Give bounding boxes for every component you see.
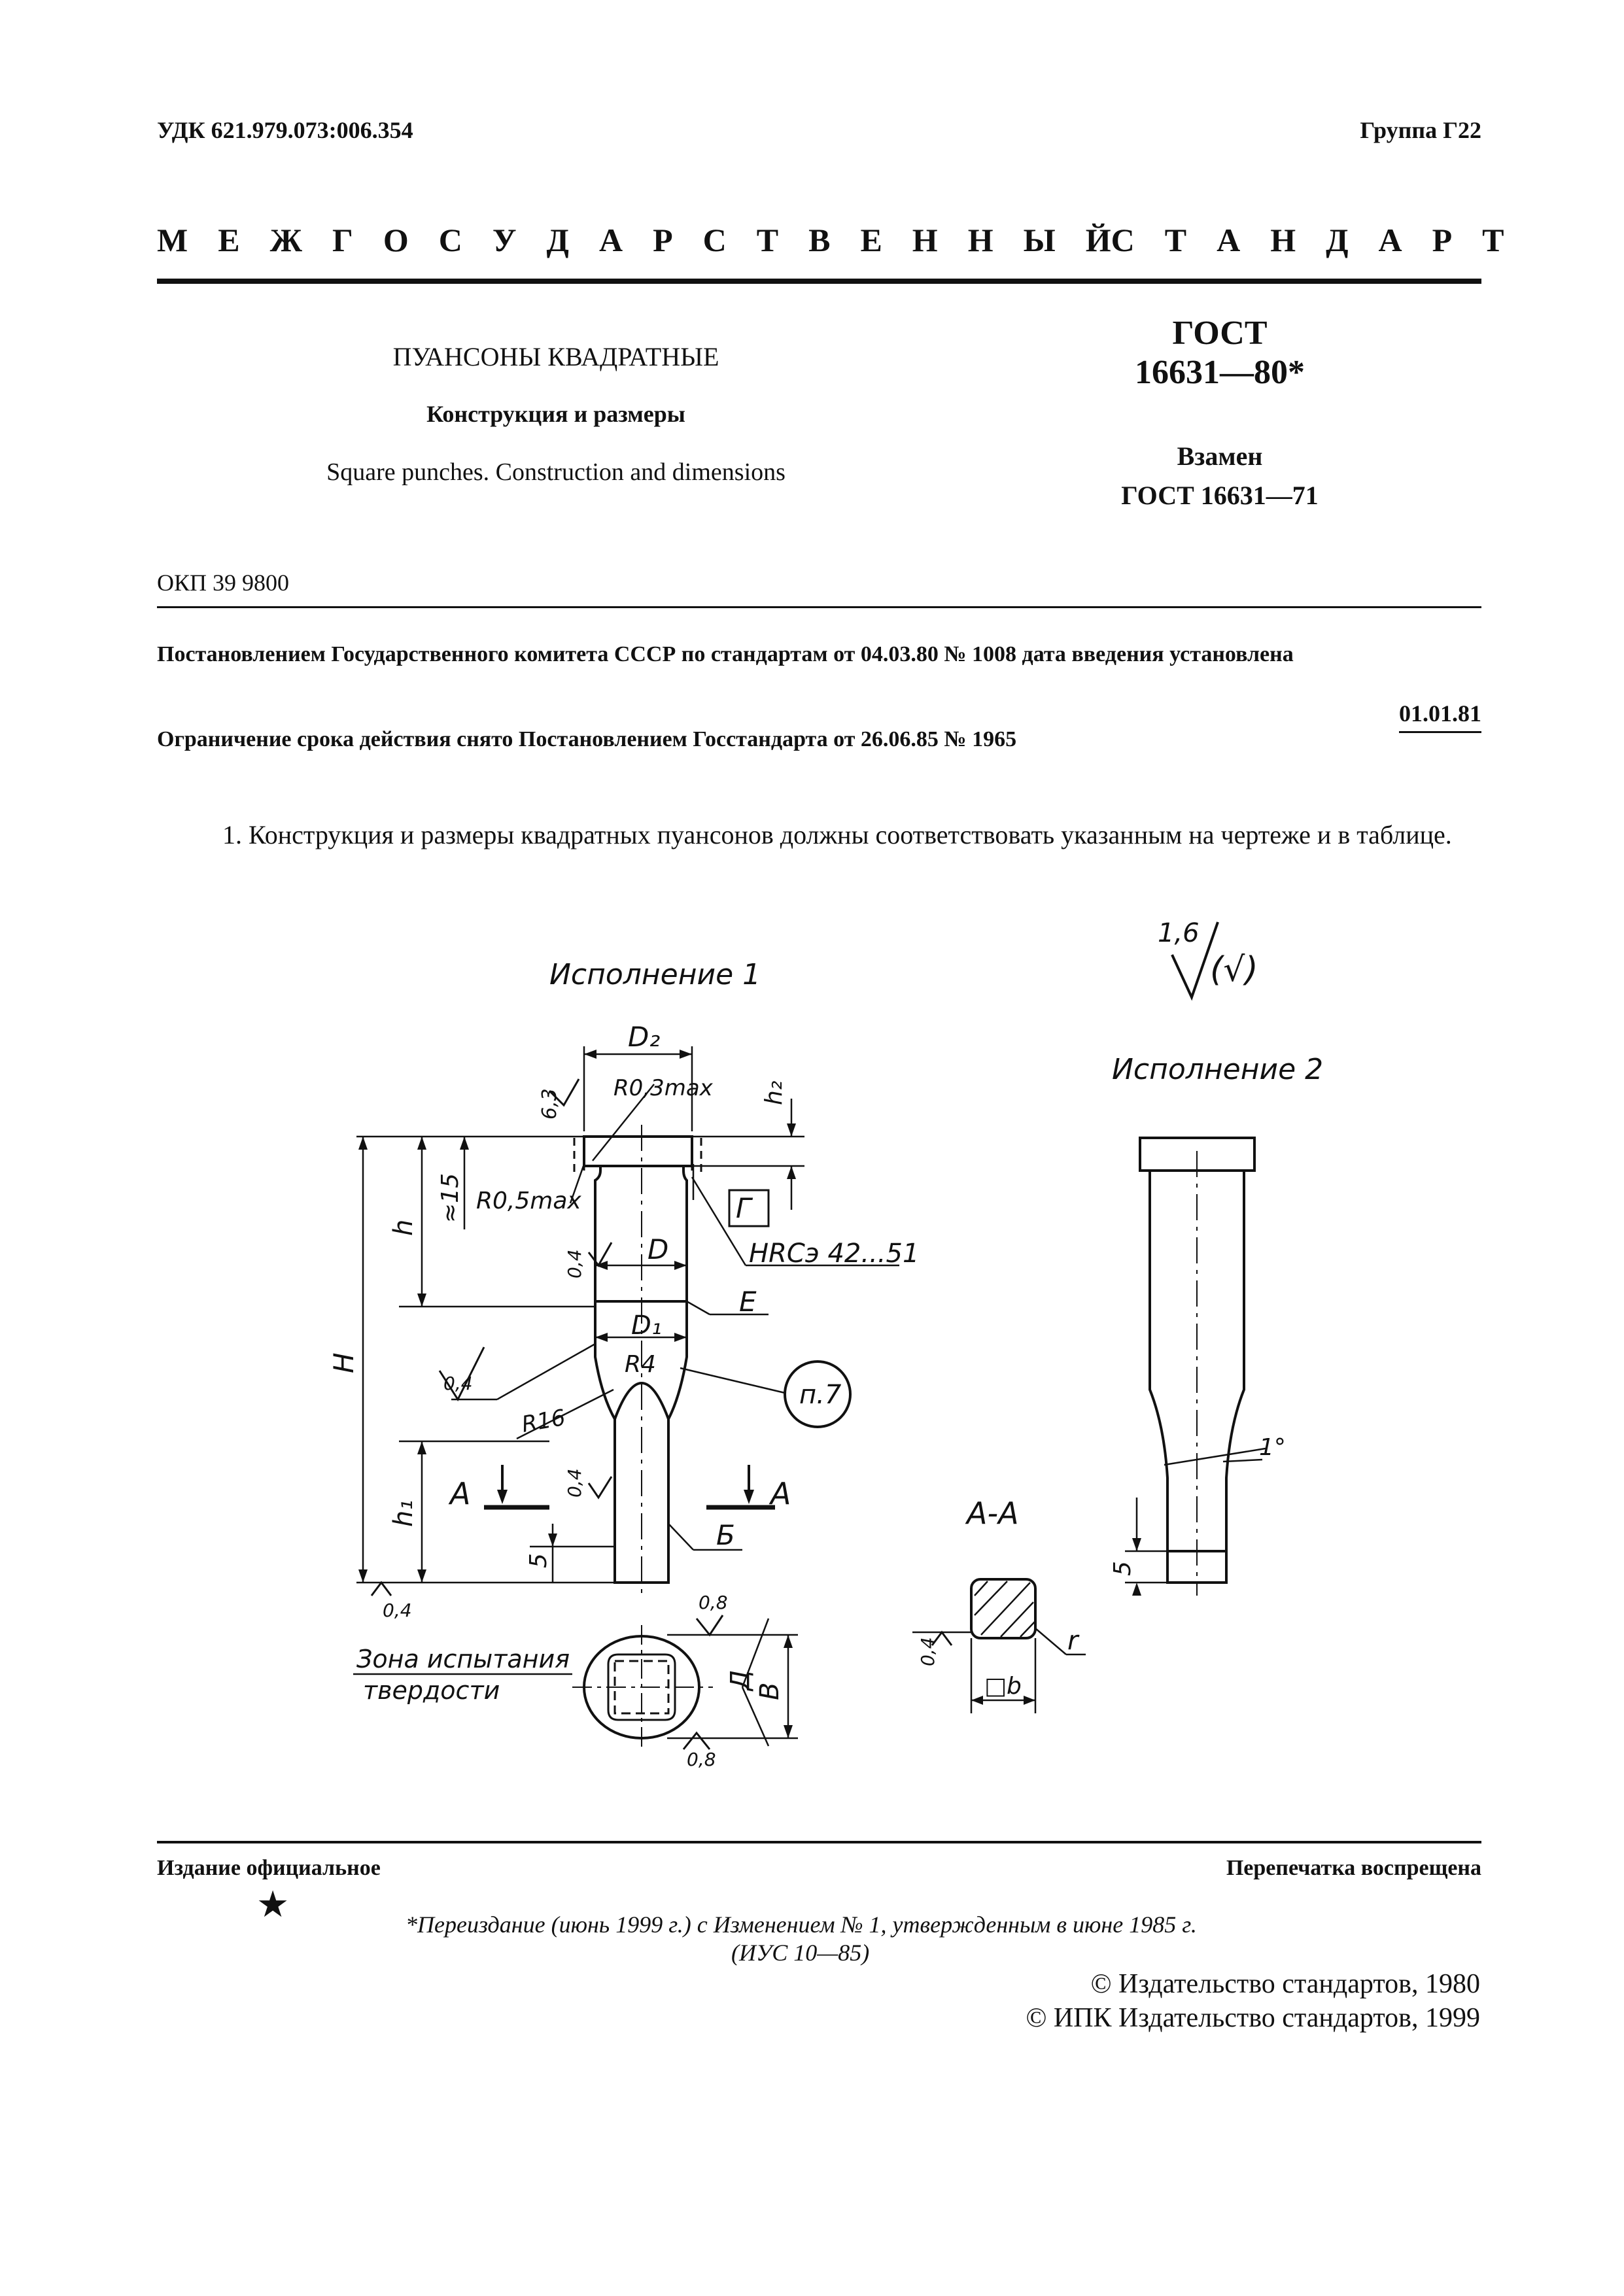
english-title: Square punches. Construction and dimensions — [326, 458, 786, 486]
roughness-0-4-e: 0,4 — [917, 1637, 939, 1666]
banner-letter: Е — [218, 222, 240, 258]
okp-code: ОКП 39 9800 — [157, 570, 290, 596]
hardness-spec: HRCэ 42...51 — [749, 1239, 920, 1269]
dim-r: r — [1067, 1626, 1079, 1656]
banner-letter: Г — [332, 222, 353, 258]
hardness-zone-line1: Зона испытания — [356, 1645, 570, 1673]
banner-letter: Н — [967, 222, 993, 258]
banner-letter: Д — [1326, 222, 1349, 258]
document-title: ПУАНСОНЫ КВАДРАТНЫЕ — [392, 342, 719, 371]
section-mark-right: A — [770, 1476, 791, 1511]
dim-D2: D₂ — [628, 1021, 661, 1053]
official-edition: Издание официальное — [157, 1856, 381, 1880]
general-roughness-paren: (√) — [1210, 950, 1258, 989]
dim-Dd: Д — [725, 1670, 755, 1690]
banner-letter: А — [598, 222, 623, 258]
roughness-0-4-c: 0,4 — [564, 1468, 585, 1498]
note-p7: п.7 — [799, 1380, 842, 1410]
banner-letter: М — [157, 222, 188, 258]
dim-H: H — [328, 1352, 360, 1373]
version-1-label: Исполнение 1 — [549, 958, 761, 991]
banner-letter: А — [1217, 222, 1241, 258]
version-2-label: Исполнение 2 — [1112, 1053, 1324, 1086]
dim-approx-15: ≈15 — [437, 1173, 464, 1223]
roughness-0-8-b: 0,8 — [687, 1749, 716, 1770]
document-subtitle: Конструкция и размеры — [426, 401, 685, 427]
section-AA-label: А-А — [967, 1496, 1019, 1531]
effective-date: 01.01.81 — [1399, 700, 1481, 733]
udc-code: УДК 621.979.073:006.354 — [157, 117, 413, 143]
gost-number: 16631—80* — [1135, 354, 1305, 391]
dim-Bv: В — [755, 1682, 785, 1700]
banner-letter: Н — [912, 222, 938, 258]
banner-letter: Р — [653, 222, 673, 258]
footer-rule — [157, 1841, 1481, 1843]
ius-reference: (ИУС 10—85) — [731, 1940, 870, 1966]
dim-R4: R4 — [625, 1351, 656, 1378]
dim-D1: D₁ — [631, 1311, 662, 1341]
dim-h2: h₂ — [761, 1080, 787, 1105]
banner-letter: А — [1378, 222, 1402, 258]
decree-text: Постановлением Государственного комитета СССР по стандартам от 04.03.80 № 1008 дата введения установлена — [157, 642, 1294, 666]
banner-letter: У — [492, 222, 517, 258]
reprint-prohibited: Перепечатка воспрещена — [1226, 1856, 1481, 1880]
dim-h1: h₁ — [389, 1499, 419, 1527]
label-E: E — [739, 1286, 757, 1318]
group-code: Группа Г22 — [1360, 117, 1481, 143]
limitation-text: Ограничение срока действия снято Постановлением Госстандарта от 26.06.85 № 1965 — [157, 727, 1017, 751]
star-mark: ★ — [256, 1885, 290, 1925]
copyright-1980: © Издательство стандартов, 1980 — [1090, 1969, 1480, 1999]
dim-R03max: R0,3max — [613, 1075, 713, 1101]
hardness-zone-line2: твердости — [363, 1676, 500, 1705]
banner-letter: Й — [1085, 222, 1111, 258]
label-G: Г — [736, 1192, 752, 1224]
roughness-6-3: 6,3 — [538, 1088, 561, 1120]
dim-R05max: R0,5max — [476, 1188, 581, 1214]
section-mark-left: A — [450, 1476, 471, 1511]
banner-letter: С — [438, 222, 462, 258]
general-roughness-value: 1,6 — [1158, 918, 1200, 948]
banner-letter: С — [702, 222, 727, 258]
label-B: Б — [716, 1519, 735, 1551]
banner-letter: О — [383, 222, 409, 258]
banner-letter: Ы — [1023, 222, 1056, 258]
gost-label: ГОСТ — [1172, 315, 1268, 352]
roughness-0-4-a: 0,4 — [564, 1249, 585, 1278]
dim-D: D — [648, 1233, 669, 1265]
banner-letter: Т — [1482, 222, 1504, 258]
replaces-number: ГОСТ 16631—71 — [1121, 481, 1319, 510]
dim-R16: R16 — [519, 1404, 568, 1438]
replaces-label: Взамен — [1177, 441, 1263, 471]
banner-letter: Д — [546, 222, 569, 258]
copyright-1999: © ИПК Издательство стандартов, 1999 — [1026, 2003, 1480, 2033]
roughness-0-8-a: 0,8 — [699, 1592, 728, 1613]
roughness-0-4-b: 0,4 — [443, 1373, 473, 1394]
banner-letter: Т — [756, 222, 779, 258]
banner-letter: Н — [1270, 222, 1296, 258]
banner-letter: Р — [1432, 222, 1453, 258]
banner-letter: С — [1111, 222, 1135, 258]
roughness-0-4-d: 0,4 — [383, 1600, 412, 1621]
reissue-note: *Переиздание (июнь 1999 г.) с Изменением № 1, утвержденным в июне 1985 г. — [406, 1911, 1197, 1938]
dim-5-right: 5 — [1109, 1561, 1136, 1576]
paragraph-1: 1. Конструкция и размеры квадратных пуансонов должны соответствовать указанным на чертеже и в таблице. — [222, 820, 1452, 849]
banner-letter: Т — [1164, 222, 1187, 258]
banner-letter: Е — [860, 222, 882, 258]
dim-b: □b — [984, 1673, 1022, 1700]
dim-5-left: 5 — [525, 1553, 552, 1568]
dim-h: h — [389, 1219, 419, 1236]
taper-angle: 1° — [1259, 1434, 1286, 1461]
banner-letter: Ж — [269, 222, 303, 258]
banner-letter: В — [808, 222, 831, 258]
